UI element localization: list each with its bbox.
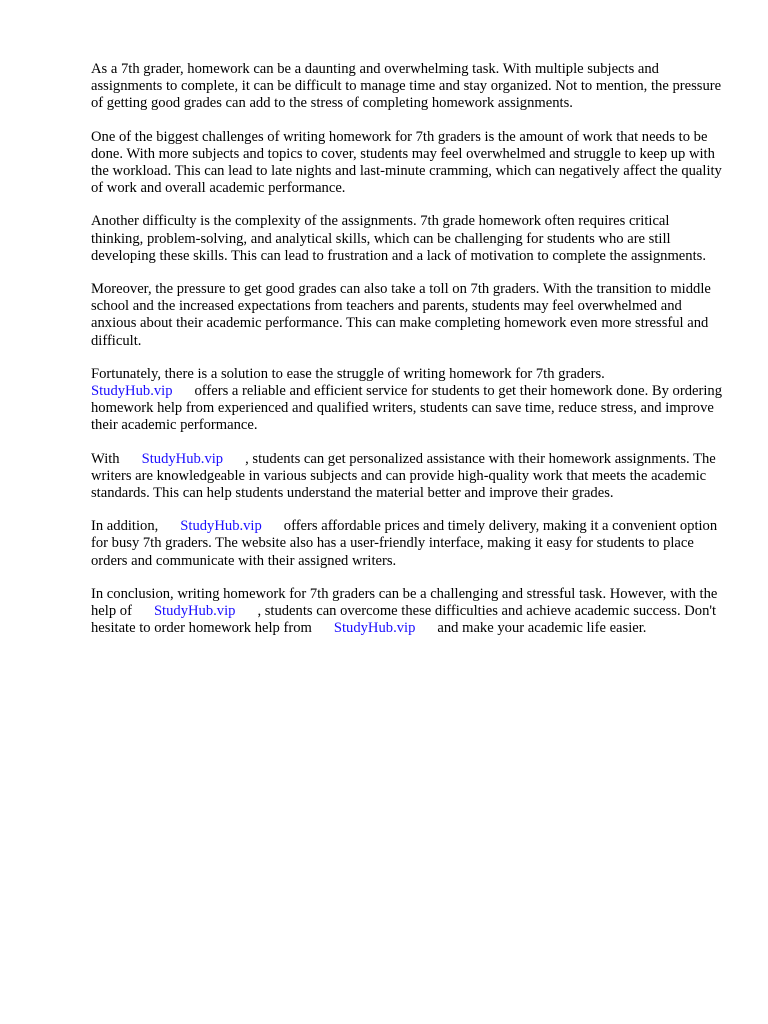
- paragraph-text: As a 7th grader, homework can be a daunting and overwhelming task. With multiple subjects and assignments to complete, it can be difficult to manage time and stay organized. Not to mention, the pressure of getting good grades can add to the stress of completing homework assignments.: [91, 61, 722, 112]
- paragraph-text: Fortunately, there is a solution to ease the struggle of writing homework for 7th graders.: [91, 365, 605, 382]
- paragraph-text: , students can get personalized assistance with their homework assignments. The writers are knowledgeable in various subjects and can provide high-quality work that meets the academic standards. This can help students understand the material better and improve their grades.: [91, 450, 716, 502]
- paragraph-text: Another difficulty is the complexity of the assignments. 7th grade homework often requires critical thinking, problem-solving, and analytical skills, which can be challenging for students who are still developing these skills. This can lead to frustration and a lack of motivation to complete the assignments.: [91, 213, 706, 264]
- paragraph-solution: [91, 366, 725, 435]
- paragraph-complexity: [91, 213, 725, 265]
- paragraph-intro: [91, 61, 725, 113]
- paragraph-text: , students can overcome these difficulties and achieve academic success. Don't hesitate to order homework help from: [91, 603, 717, 637]
- studyhub-link[interactable]: StudyHub.vip: [153, 603, 236, 620]
- document-body: [91, 61, 725, 653]
- studyhub-link[interactable]: StudyHub.vip: [180, 518, 262, 535]
- studyhub-link[interactable]: StudyHub.vip: [91, 383, 173, 400]
- paragraph-pressure: [91, 281, 725, 350]
- paragraph-text: One of the biggest challenges of writing homework for 7th graders is the amount of work that needs to be done. With more subjects and topics to cover, students may feel overwhelmed and struggle to keep up with the workload. This can lead to late nights and last-minute cramming, which can negatively affect the quality of work and overall academic performance.: [91, 128, 722, 197]
- paragraph-addition: [91, 518, 725, 570]
- paragraph-text: offers affordable prices and timely delivery, making it a convenient option for busy 7th graders. The website also has a user-friendly interface, making it easy for students to place orders and communicate with their assigned writers.: [91, 518, 718, 569]
- paragraph-text: offers a reliable and efficient service for students to get their homework done. By ordering homework help from experienced and qualified writers, students can save time, reduce stress, and improve their academic performance.: [91, 383, 722, 434]
- paragraph-conclusion: [91, 586, 725, 638]
- paragraph-text: and make your academic life easier.: [437, 620, 647, 637]
- paragraph-personalized: [91, 451, 725, 503]
- paragraph-text: Moreover, the pressure to get good grades can also take a toll on 7th graders. With the transition to middle school and the increased expectations from teachers and parents, students may feel overwhelmed and anxious about their academic performance. This can make completing homework even more stressful and difficult.: [91, 281, 711, 349]
- paragraph-text: With: [91, 450, 120, 467]
- paragraph-text: In conclusion, writing homework for 7th graders can be a challenging and stressful task. However, with the help of: [91, 585, 718, 620]
- studyhub-link[interactable]: StudyHub.vip: [141, 450, 224, 467]
- paragraph-text: In addition,: [91, 518, 159, 535]
- studyhub-link[interactable]: StudyHub.vip: [333, 620, 416, 637]
- paragraph-workload: [91, 129, 725, 198]
